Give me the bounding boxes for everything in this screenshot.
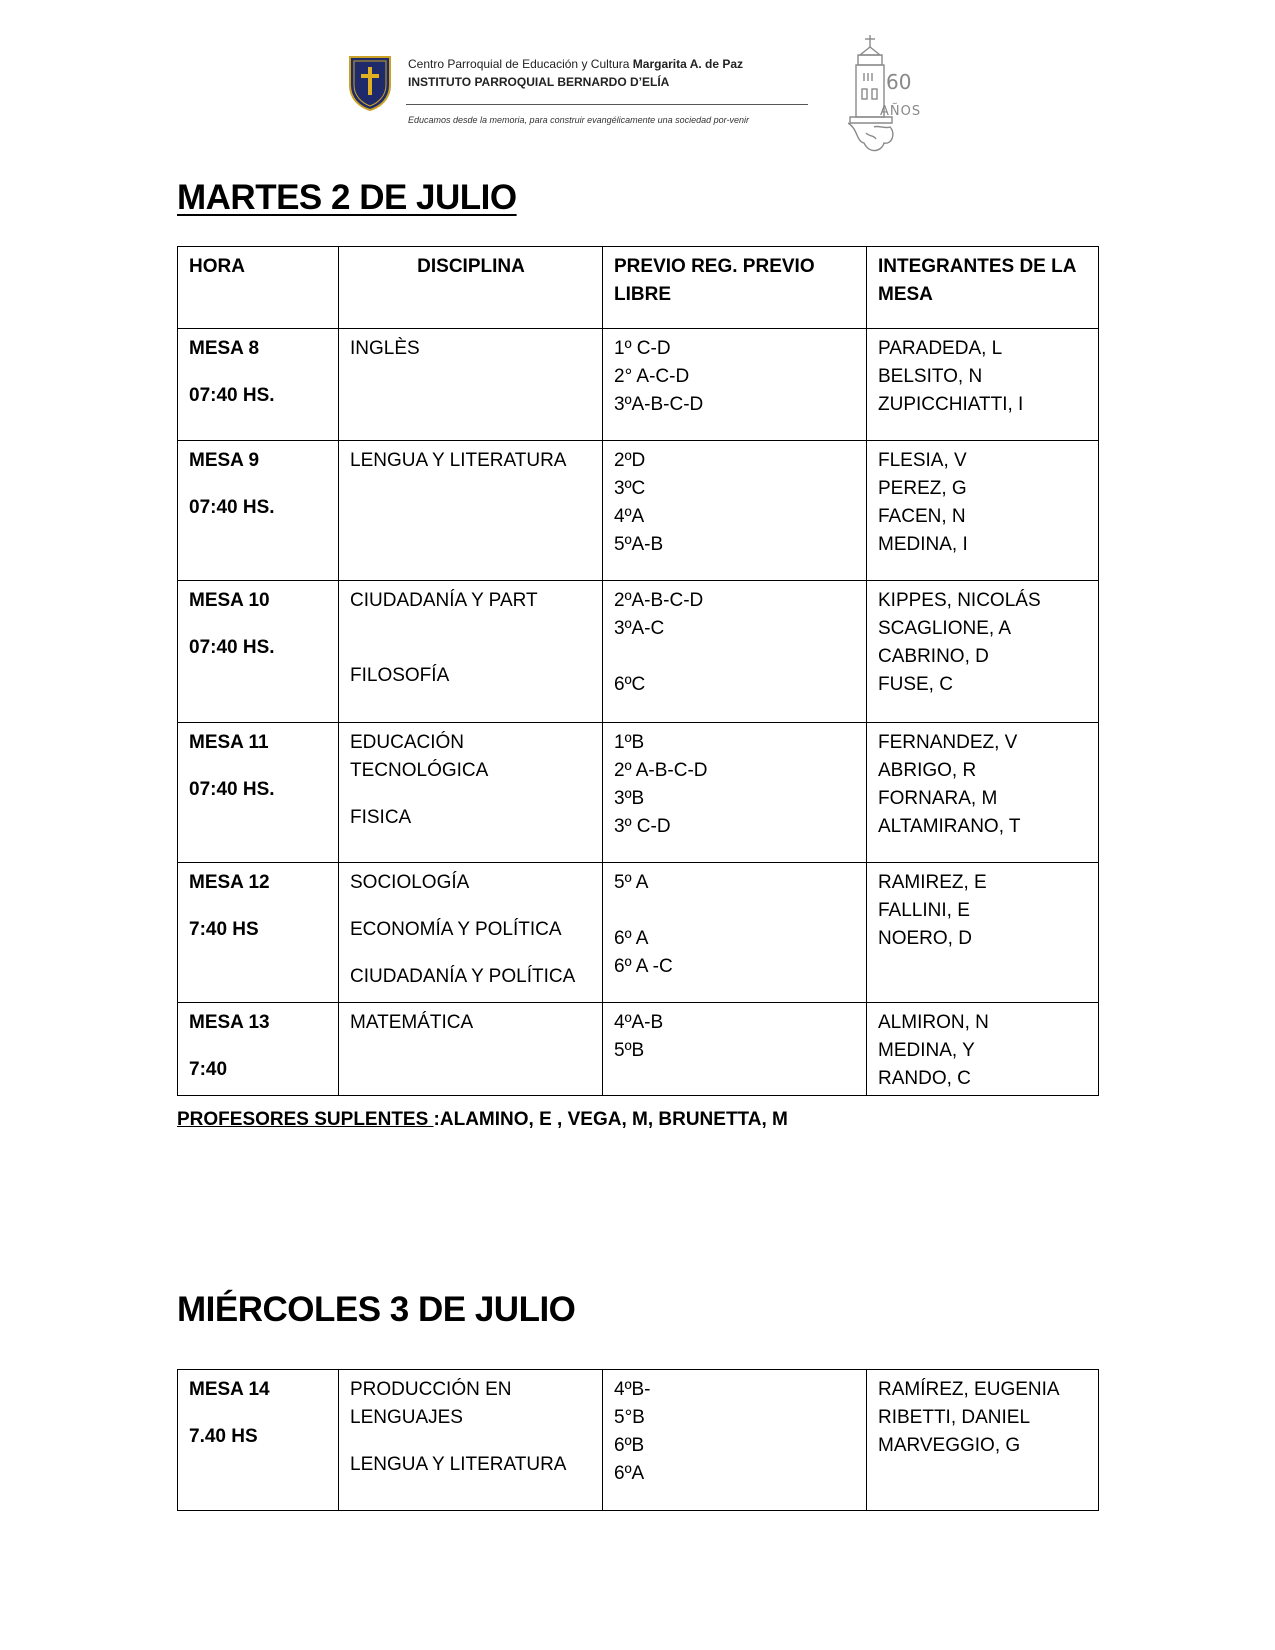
subject-cell: PRODUCCIÓN EN LENGUAJES LENGUA Y LITERATURA	[339, 1370, 603, 1511]
table-row	[178, 1003, 1099, 1096]
members-cell: KIPPES, NICOLÁS SCAGLIONE, A CABRINO, D FUSE, C	[867, 581, 1099, 723]
subject-cell: CIUDADANÍA Y PART FILOSOFÍA	[339, 581, 603, 723]
mesa-cell: MESA 8 07:40 HS.	[178, 329, 339, 441]
institution-line-2: INSTITUTO PARROQUIAL BERNARDO D’ELÍA	[408, 75, 670, 89]
courses-cell: 1º C-D 2° A-C-D 3ºA-B-C-D	[603, 329, 867, 441]
table-row	[178, 723, 1099, 863]
day-title-wednesday: MIÉRCOLES 3 DE JULIO	[177, 1290, 576, 1329]
mesa-cell: MESA 9 07:40 HS.	[178, 441, 339, 581]
anniversary-tower-logo	[848, 33, 932, 161]
members-cell: PARADEDA, L BELSITO, N ZUPICCHIATTI, I	[867, 329, 1099, 441]
col-header-disciplina: DISCIPLINA	[339, 247, 603, 329]
table-row	[178, 581, 1099, 723]
mesa-cell: MESA 13 7:40	[178, 1003, 339, 1096]
schedule-table-wednesday	[177, 1369, 1099, 1511]
institution-line-1: Centro Parroquial de Educación y Cultura Margarita A. de Paz	[408, 57, 744, 71]
institution-motto: Educamos desde la memoria, para construir evangélicamente una sociedad por-venir	[408, 115, 750, 125]
courses-cell: 1ºB 2º A-B-C-D 3ºB 3º C-D	[603, 723, 867, 863]
table-header-row	[178, 247, 1099, 329]
subject-cell: LENGUA Y LITERATURA	[339, 441, 603, 581]
mesa-cell: MESA 14 7.40 HS	[178, 1370, 339, 1511]
letterhead	[0, 0, 1275, 170]
courses-cell: 5º A 6º A 6º A -C	[603, 863, 867, 1003]
subject-cell: MATEMÁTICA	[339, 1003, 603, 1096]
mesa-cell: MESA 10 07:40 HS.	[178, 581, 339, 723]
courses-cell: 4ºB- 5°B 6ºB 6ºA	[603, 1370, 867, 1511]
institution-name	[408, 57, 808, 89]
courses-cell: 2ºD 3ºC 4ºA 5ºA-B	[603, 441, 867, 581]
col-header-previo: PREVIO REG. PREVIO LIBRE	[603, 247, 867, 329]
col-header-integrantes: INTEGRANTES DE LA MESA	[867, 247, 1099, 329]
members-cell: RAMÍREZ, EUGENIA RIBETTI, DANIEL MARVEGGIO, G	[867, 1370, 1099, 1511]
anniversary-number: 60	[886, 70, 912, 94]
subject-cell: SOCIOLOGÍA ECONOMÍA Y POLÍTICA CIUDADANÍA Y POLÍTICA	[339, 863, 603, 1003]
members-cell: RAMIREZ, E FALLINI, E NOERO, D	[867, 863, 1099, 1003]
table-row	[178, 1370, 1099, 1511]
subject-cell: INGLÈS	[339, 329, 603, 441]
school-crest-logo	[348, 55, 392, 111]
members-cell: ALMIRON, N MEDINA, Y RANDO, C	[867, 1003, 1099, 1096]
members-cell: FLESIA, V PEREZ, G FACEN, N MEDINA, I	[867, 441, 1099, 581]
courses-cell: 2ºA-B-C-D 3ºA-C 6ºC	[603, 581, 867, 723]
table-row	[178, 863, 1099, 1003]
substitutes-names: :ALAMINO, E , VEGA, M, BRUNETTA, M	[433, 1109, 788, 1130]
members-cell: FERNANDEZ, V ABRIGO, R FORNARA, M ALTAMIRANO, T	[867, 723, 1099, 863]
table-row	[178, 329, 1099, 441]
day-title-tuesday: MARTES 2 DE JULIO	[177, 178, 517, 217]
substitutes-label: PROFESORES SUPLENTES	[177, 1109, 434, 1130]
subject-cell: EDUCACIÓN TECNOLÓGICA FISICA	[339, 723, 603, 863]
mesa-cell: MESA 12 7:40 HS	[178, 863, 339, 1003]
mesa-cell: MESA 11 07:40 HS.	[178, 723, 339, 863]
col-header-hora: HORA	[178, 247, 339, 329]
table-row	[178, 441, 1099, 581]
schedule-table-tuesday	[177, 246, 1099, 1096]
header-divider	[406, 104, 808, 105]
anniversary-word: AÑOS	[880, 104, 922, 119]
courses-cell: 4ºA-B 5ºB	[603, 1003, 867, 1096]
substitute-teachers	[177, 1109, 788, 1131]
